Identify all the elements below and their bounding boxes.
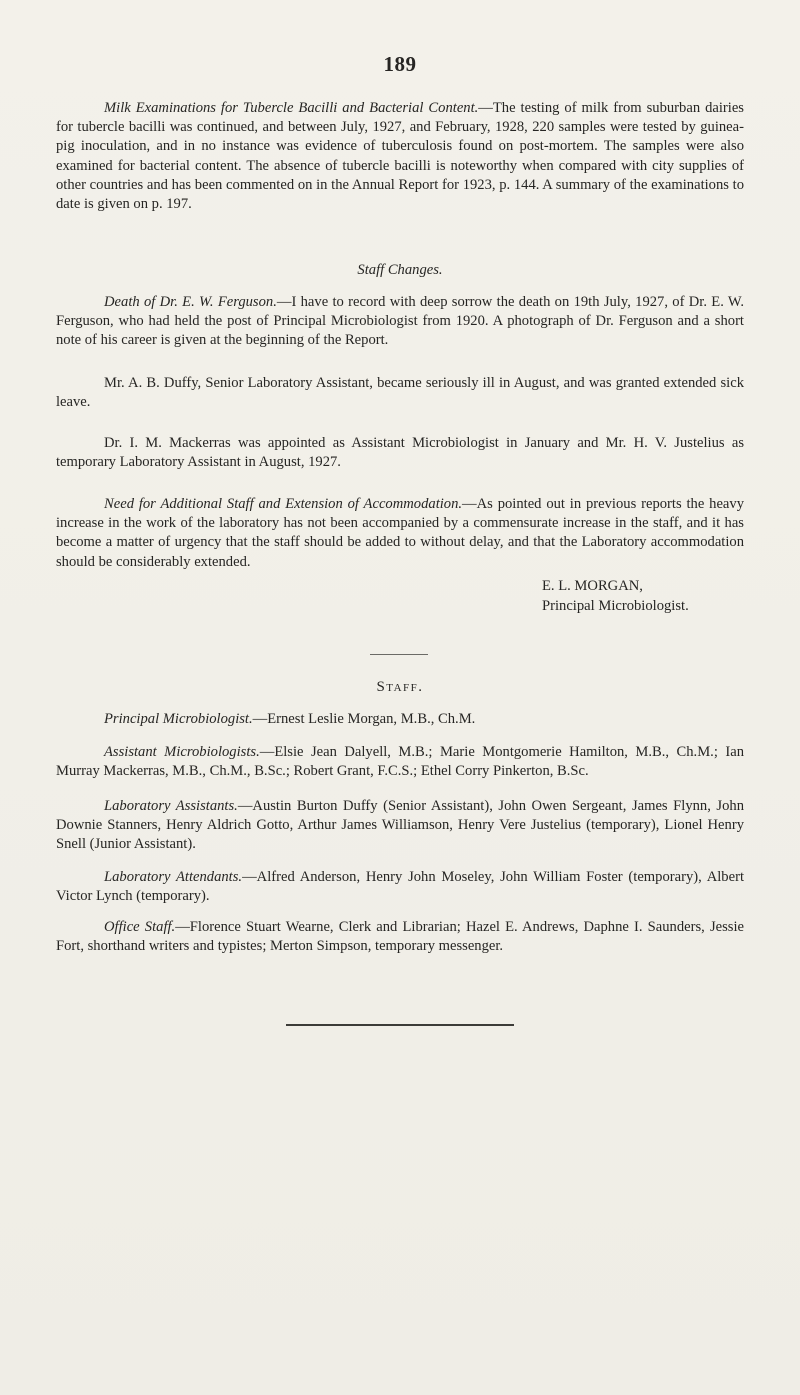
signature-name: E. L. MORGAN,	[542, 578, 643, 594]
laboratory-attendants-title: Laboratory Attendants.	[104, 869, 243, 885]
signature-title: Principal Microbiologist.	[542, 598, 689, 614]
staff-heading: Staff.	[376, 679, 424, 695]
laboratory-assistants-text: —Austin Burton Duffy (Senior Assistant), John Owen Sergeant, James Flynn, John Downie Stanners, Henry Aldrich Gotto, Arthur James Williamson, Henry Vere Justelius (temporary), Lionel Henry Snell (Junior Assistant).	[56, 798, 744, 853]
milk-examinations-text: —The testing of milk from suburban dairies for tubercle bacilli was continued, and between July, 1927, and February, 1928, 220 samples were tested by guinea-pig inoculation, and in no instance was evidence of tuberculosis found on post-mortem. The samples were also examined for bacterial content. The absence of tubercle bacilli is noteworthy when compared with city supplies of other countries and has been commented on in the Annual Report for 1923, p. 144. A summary of the examinations to date is given on p. 197.	[56, 100, 744, 213]
laboratory-attendants-paragraph	[56, 868, 744, 906]
need-additional-staff-title: Need for Additional Staff and Extension of Accommodation.	[104, 496, 463, 512]
assistant-microbiologists-paragraph	[56, 743, 744, 781]
duffy-paragraph: Mr. A. B. Duffy, Senior Laboratory Assistant, became seriously ill in August, and was granted extended sick leave.	[56, 375, 744, 411]
principal-microbiologist-title: Principal Microbiologist.	[104, 711, 253, 727]
principal-microbiologist-paragraph	[56, 710, 744, 729]
signature-divider	[370, 654, 428, 655]
assistant-microbiologists-text: —Elsie Jean Dalyell, M.B.; Marie Montgomerie Hamilton, M.B., Ch.M.; Ian Murray Mackerras, M.B., Ch.M., B.Sc.; Robert Grant, F.C.S.; Ethel Corry Pinkerton, B.Sc.	[56, 744, 744, 780]
mackerras-paragraph: Dr. I. M. Mackerras was appointed as Assistant Microbiologist in January and Mr. H. V. Justelius as temporary Laboratory Assistant in August, 1927.	[56, 435, 744, 471]
staff-changes-heading: Staff Changes.	[357, 262, 443, 278]
office-staff-text: —Florence Stuart Wearne, Clerk and Librarian; Hazel E. Andrews, Daphne I. Saunders, Jessie Fort, shorthand writers and typistes; Merton Simpson, temporary messenger.	[56, 919, 744, 955]
page-number: 189	[383, 52, 417, 76]
assistant-microbiologists-title: Assistant Microbiologists.	[104, 744, 260, 760]
principal-microbiologist-text: —Ernest Leslie Morgan, M.B., Ch.M.	[252, 711, 476, 727]
death-ferguson-text: —I have to record with deep sorrow the death on 19th July, 1927, of Dr. E. W. Ferguson, who had held the post of Principal Microbiologist from 1920. A photograph of Dr. Ferguson and a short note of his career is given at the beginning of the Report.	[56, 294, 744, 349]
office-staff-paragraph	[56, 918, 744, 956]
need-additional-staff-text: —As pointed out in previous reports the heavy increase in the work of the laboratory has not been accompanied by a commensurate increase in the staff, and it has become a matter of urgency that the staff should be added to without delay, and that the Laboratory accommodation should be considerably extended.	[56, 496, 744, 570]
death-ferguson-paragraph	[56, 293, 744, 351]
laboratory-assistants-paragraph	[56, 797, 744, 855]
laboratory-attendants-text: —Alfred Anderson, Henry John Moseley, John William Foster (temporary), Albert Victor Lynch (temporary).	[56, 869, 744, 905]
end-rule	[286, 1024, 514, 1026]
signature-block	[502, 576, 742, 616]
milk-examinations-paragraph	[56, 99, 744, 214]
milk-examinations-title: Milk Examinations for Tubercle Bacilli and Bacterial Content.	[104, 100, 479, 116]
death-ferguson-title: Death of Dr. E. W. Ferguson.	[104, 294, 277, 310]
office-staff-title: Office Staff.	[104, 919, 176, 935]
need-additional-staff-paragraph	[56, 495, 744, 572]
laboratory-assistants-title: Laboratory Assistants.	[104, 798, 238, 814]
